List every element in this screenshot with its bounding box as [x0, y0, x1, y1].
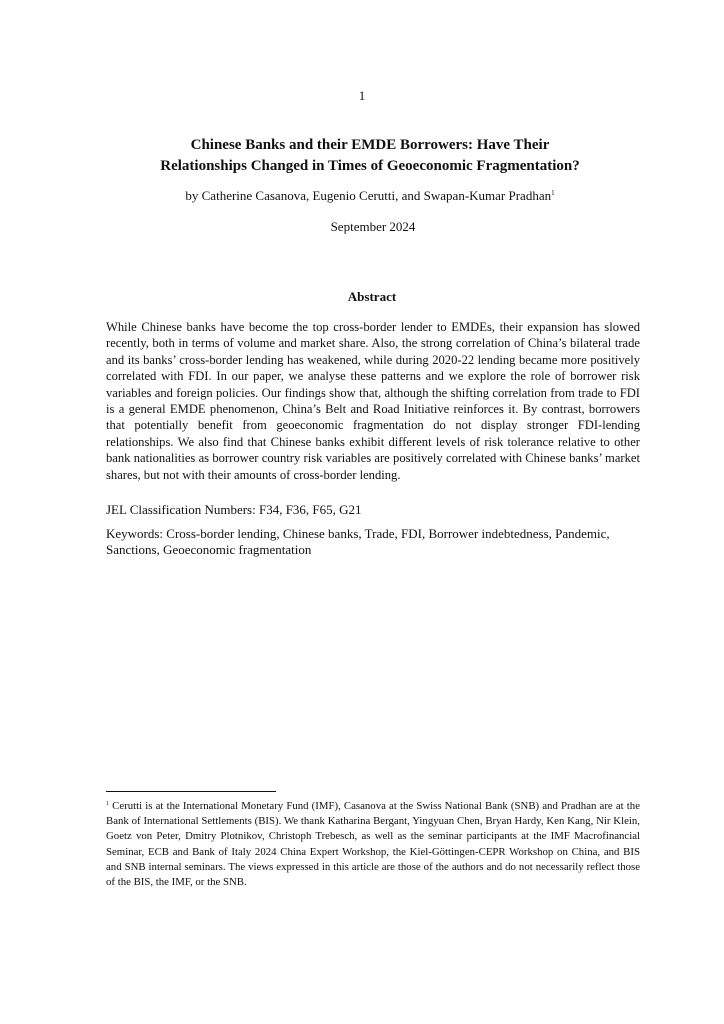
author-line — [0, 188, 724, 204]
jel-classification: JEL Classification Numbers: F34, F36, F65, G21 — [106, 502, 362, 517]
footnote — [106, 797, 640, 890]
abstract-heading: Abstract — [347, 289, 397, 304]
abstract-body: While Chinese banks have become the top cross-border lender to EMDEs, their expansion has slowed recently, both in terms of volume and market share. Also, the strong correlation of China’s bilateral trade and its banks’ cross-border lending has weakened, while during 2020-22 lending became more positively correlated with FDI. In our paper, we analyse these patterns and we explore the role of borrower risk variables and foreign policies. Our findings show that, although the shifting correlation from trade to FDI is a general EMDE phenomenon, China’s Belt and Road Initiative reinforces it. By contrast, borrowers that potentially benefit from geoeconomic fragmentation do not display stronger FDI-lending relationships. We also find that Chinese banks exhibit different levels of risk tolerance relative to other bank nationalities as borrower country risk variables are positively correlated with Chinese banks’ market shares, but not with their amounts of cross-border lending. — [106, 320, 640, 482]
author-names: by Catherine Casanova, Eugenio Cerutti, and Swapan-Kumar Pradhan — [185, 188, 552, 203]
keywords: Keywords: Cross-border lending, Chinese banks, Trade, FDI, Borrower indebtedness, Pandemic, Sanctions, Geoeconomic fragmentation — [106, 526, 610, 558]
paper-title-line-2: Relationships Changed in Times of Geoeconomic Fragmentation? — [160, 158, 580, 174]
footnote-text: Cerutti is at the International Monetary Fund (IMF), Casanova at the Swiss National Bank (SNB) and Pradhan are at the Bank of International Settlements (BIS). We thank Katharina Bergant, Yingyuan Chen, Bryan Hardy, Ken Kang, Nir Klein, Goetz von Peter, Dmitry Plotnikov, Christoph Trebesch, as well as the seminar participants at the IMF Macrofinancial Seminar, ECB and Bank of Italy 2024 China Expert Workshop, the Kiel-Göttingen-CEPR Workshop on China, and BIS and SNB internal seminars. The views expressed in this article are those of the authors and do not necessarily reflect those of the BIS, the IMF, or the SNB. — [106, 800, 640, 889]
page-number: 1 — [358, 88, 366, 103]
publication-date: September 2024 — [330, 219, 416, 234]
paper-title-line-1: Chinese Banks and their EMDE Borrowers: Have Their — [190, 137, 550, 153]
footnote-marker: 1 — [106, 801, 109, 807]
footnote-divider — [106, 791, 276, 792]
author-footnote-marker[interactable]: 1 — [551, 189, 555, 197]
paper-title — [100, 135, 640, 177]
